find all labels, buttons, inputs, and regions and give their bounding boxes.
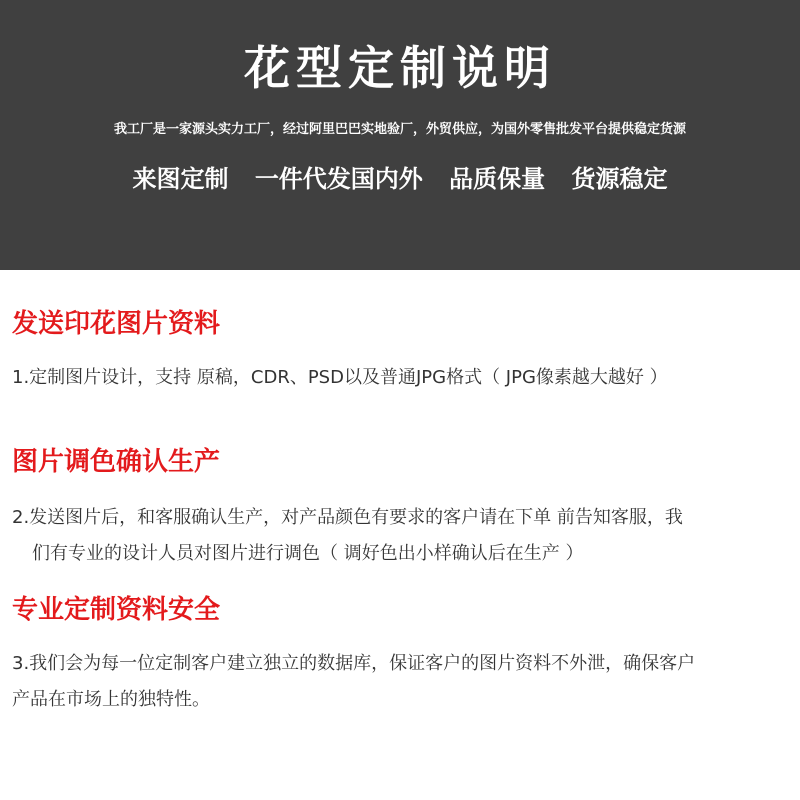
section-line: 1.定制图片设计，支持 原稿，CDR、PSD以及普通JPG格式（ JPG像素越大越好 ） [12,367,668,388]
section-line: 3.我们会为每一位定制客户建立独立的数据库，保证客户的图片资料不外泄，确保客户 [12,653,696,674]
page-title: 花型定制说明 [244,41,556,95]
header-banner [0,0,800,270]
section-text-send-images [12,360,790,396]
factory-description: 我工厂是一家源头实力工厂，经过阿里巴巴实地验厂，外贸供应，为国外零售批发平台提供稳定货源 [113,122,686,137]
section-heading-data-security: 专业定制资料安全 [12,595,221,625]
section-heading-send-images: 发送印花图片资料 [12,309,221,339]
section-heading-color-confirm: 图片调色确认生产 [12,447,221,477]
feature-custom-image: 来图定制 [132,165,229,193]
feature-list [0,162,800,196]
section-text-data-security [12,646,790,718]
section-line: 2.发送图片后，和客服确认生产，对产品颜色有要求的客户请在下单 前告知客服，我 [12,507,683,528]
section-line: 们有专业的设计人员对图片进行调色（ 调好色出小样确认后在生产 ） [32,543,584,564]
section-text-color-confirm [12,500,790,572]
feature-quality: 品质保量 [449,165,546,193]
feature-stable-supply: 货源稳定 [571,165,668,193]
section-line: 产品在市场上的独特性。 [12,689,210,710]
feature-dropship: 一件代发国内外 [254,165,423,193]
